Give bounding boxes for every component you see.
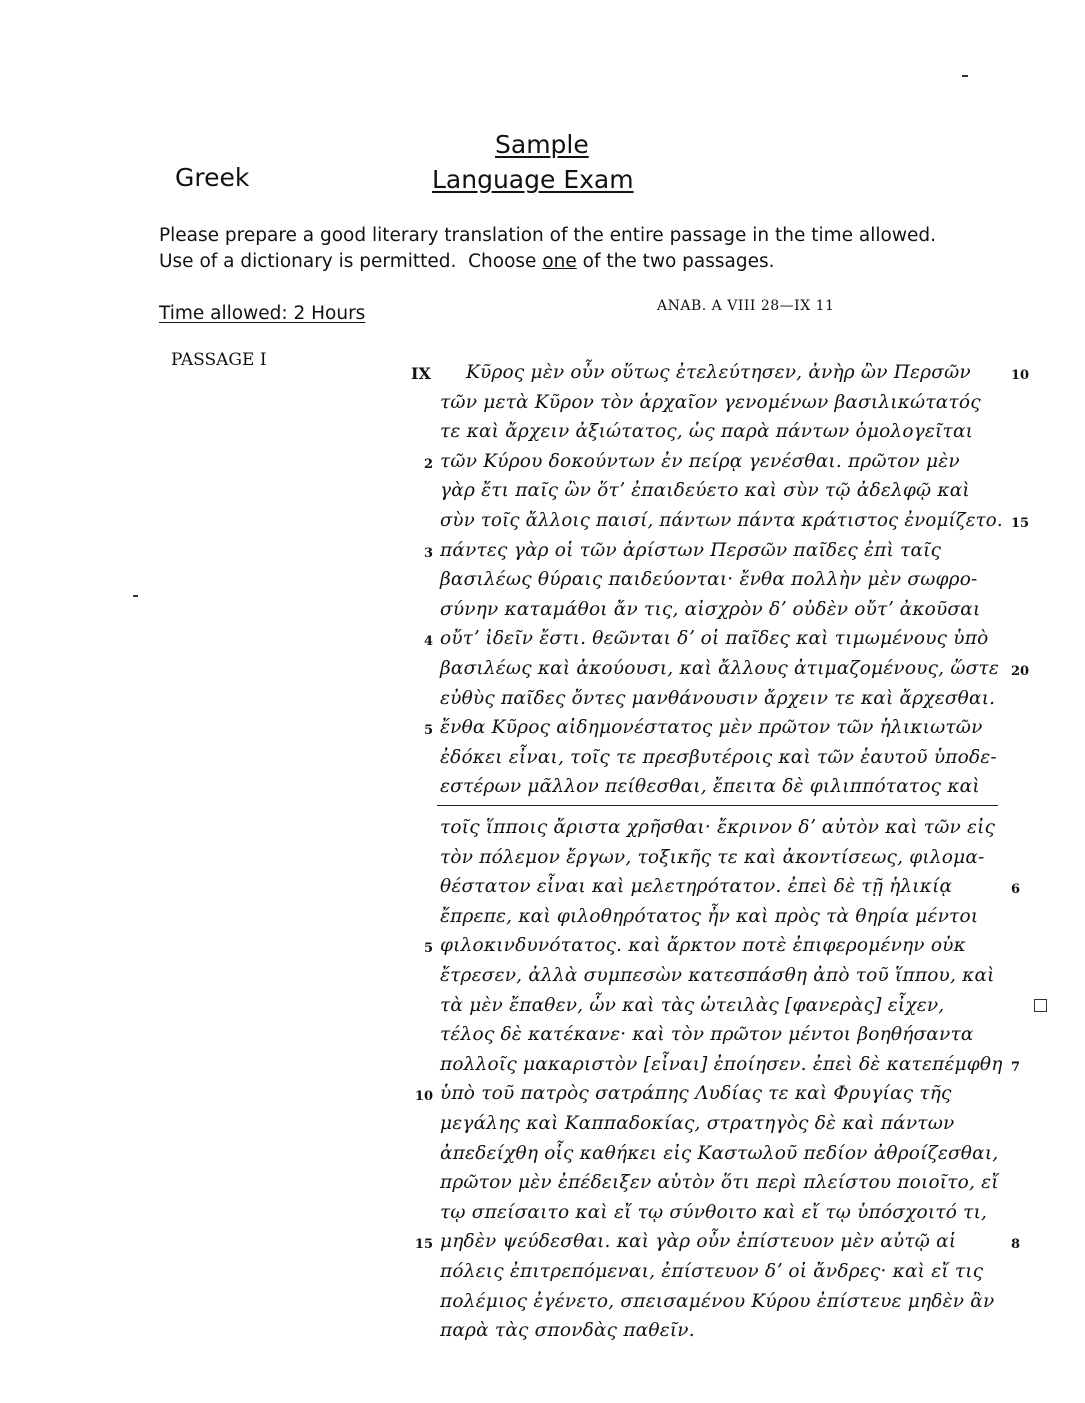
section-number: 2 xyxy=(423,456,433,472)
passage-line: τε καὶ ἄρχειν ἀξιώτατος, ὡς παρὰ πάντων ὁμολογεῖται xyxy=(440,421,974,443)
passage-line: εστέρων μᾶλλον πείθεσθαι, ἔπειτα δὲ φιλιππότατος καὶ xyxy=(440,776,980,798)
instructions-emphasis: one xyxy=(542,251,577,272)
passage-line: φιλοκινδυνότατος. καὶ ἄρκτον ποτὲ ἐπιφερομένην οὐκ xyxy=(440,935,966,957)
passage-line: Κῦρος μὲν οὖν οὕτως ἐτελεύτησεν, ἀνὴρ ὢν Περσῶν xyxy=(466,362,971,383)
section-number: 4 xyxy=(423,634,433,650)
section-number: 3 xyxy=(423,545,433,561)
passage-line: ἐδόκει εἶναι, τοῖς τε πρεσβυτέροις καὶ τῶν ἑαυτοῦ ὑποδε- xyxy=(440,746,997,768)
scan-speck xyxy=(133,595,138,597)
passage-line: βασιλέως θύραις παιδεύονται· ἔνθα πολλὴν μὲν σωφρο- xyxy=(440,569,978,591)
section-number: 15 xyxy=(414,1237,433,1253)
passage-line: πάντες γὰρ οἱ τῶν ἀρίστων Περσῶν παῖδες ἐπὶ ταῖς xyxy=(440,539,942,561)
page-title-sample: Sample xyxy=(495,130,589,159)
citation: ANAB. Α VIII 28—IX 11 xyxy=(657,298,835,314)
passage-line: παρὰ τὰς σπονδὰς παθεῖν. xyxy=(440,1320,695,1342)
passage-line: γὰρ ἔτι παῖς ὢν ὅτʼ ἐπαιδεύετο καὶ σὺν τῷ ἀδελφῷ καὶ xyxy=(440,480,970,502)
passage-line: πολέμιος ἐγένετο, σπεισαμένου Κύρου ἐπίστευε μηδὲν ἂν xyxy=(440,1290,995,1312)
instructions-line-2-prefix: Use of a dictionary is permitted. Choose xyxy=(159,251,543,272)
page-divider xyxy=(437,805,998,806)
passage-line: τῳ σπείσαιτο καὶ εἴ τῳ σύνθοιτο καὶ εἴ τῳ ὑπόσχοιτό τι, xyxy=(440,1201,988,1223)
line-number: 10 xyxy=(1011,368,1030,383)
line-number: 20 xyxy=(1011,664,1030,679)
passage-line: σὺν τοῖς ἄλλοις παισί, πάντων πάντα κράτιστος ἐνομίζετο. xyxy=(440,510,1003,531)
passage-line: τῶν Κύρου δοκούντων ἐν πείρᾳ γενέσθαι. πρῶτον μὲν xyxy=(440,450,960,472)
time-allowed: Time allowed: 2 Hours xyxy=(159,303,366,324)
section-number: 5 xyxy=(423,941,433,957)
passage-line: πρῶτον μὲν ἐπέδειξεν αὑτὸν ὅτι περὶ πλείστου ποιοῖτο, εἴ xyxy=(440,1172,999,1194)
instructions-line-2-suffix: of the two passages. xyxy=(576,251,775,272)
line-number: 8 xyxy=(1011,1237,1021,1253)
line-number: 7 xyxy=(1011,1059,1021,1075)
passage-line: βασιλέως καὶ ἀκούουσι, καὶ ἄλλους ἀτιμαζομένους, ὥστε xyxy=(440,658,1000,679)
line-number: 6 xyxy=(1011,882,1021,898)
passage-line: σύνην καταμάθοι ἄν τις, αἰσχρὸν δʼ οὐδὲν οὔτʼ ἀκοῦσαι xyxy=(440,598,981,620)
passage-line: πόλεις ἐπιτρεπόμεναι, ἐπίστευον δʼ οἱ ἄνδρες· καὶ εἴ τις xyxy=(440,1261,984,1282)
passage-label: PASSAGE I xyxy=(171,350,267,370)
passage-line: τέλος δὲ κατέκανε· καὶ τὸν πρῶτον μέντοι βοηθήσαντα xyxy=(440,1024,974,1046)
passage-line: ἔτρεσεν, ἀλλὰ συμπεσὼν κατεσπάσθη ἀπὸ τοῦ ἵππου, καὶ xyxy=(440,965,995,986)
instructions-line-1: Please prepare a good literary translation of the entire passage in the time allowed. xyxy=(159,225,936,246)
section-number: 5 xyxy=(423,723,433,739)
passage-line: ἀπεδείχθη οἷς καθήκει εἰς Καστωλοῦ πεδίον ἀθροίζεσθαι, xyxy=(440,1142,999,1164)
section-number: 10 xyxy=(414,1089,433,1105)
instructions-line-2 xyxy=(159,251,775,272)
line-number: 15 xyxy=(1011,516,1030,531)
passage-line: πολλοῖς μακαριστὸν [εἶναι] ἐποίησεν. ἐπεὶ δὲ κατεπέμφθη xyxy=(440,1053,1003,1075)
passage-line: μεγάλης καὶ Καππαδοκίας, στρατηγὸς δὲ καὶ πάντων xyxy=(440,1113,955,1134)
passage-line: τὸν πόλεμον ἔργων, τοξικῆς τε καὶ ἀκοντίσεως, φιλομα- xyxy=(440,846,985,868)
page-title-language-exam: Language Exam xyxy=(432,165,634,194)
passage-line: ὑπὸ τοῦ πατρὸς σατράπης Λυδίας τε καὶ Φρυγίας τῆς xyxy=(440,1083,952,1105)
scan-speck xyxy=(962,75,968,77)
chapter-marker: IX xyxy=(411,364,431,383)
passage-line: εὐθὺς παῖδες ὄντες μανθάνουσιν ἄρχειν τε καὶ ἄρχεσθαι. xyxy=(440,687,996,709)
passage-line: θέστατον εἶναι καὶ μελετηρότατον. ἐπεὶ δὲ τῇ ἡλικίᾳ xyxy=(440,876,953,898)
subject-label: Greek xyxy=(175,163,250,192)
passage-line: ἔπρεπε, καὶ φιλοθηρότατος ἦν καὶ πρὸς τὰ θηρία μέντοι xyxy=(440,905,979,927)
passage-line: τοῖς ἵπποις ἄριστα χρῆσθαι· ἔκρινον δʼ αὐτὸν καὶ τῶν εἰς xyxy=(440,817,996,838)
checkbox-square xyxy=(1034,999,1047,1012)
passage-line: τῶν μετὰ Κῦρον τὸν ἀρχαῖον γενομένων βασιλικώτατός xyxy=(440,391,981,413)
passage-line: οὔτʼ ἰδεῖν ἔστι. θεῶνται δʼ οἱ παῖδες καὶ τιμωμένους ὑπὸ xyxy=(440,628,989,650)
passage-line: μηδὲν ψεύδεσθαι. καὶ γὰρ οὖν ἐπίστευον μὲν αὐτῷ αἱ xyxy=(440,1231,957,1253)
passage-line: τὰ μὲν ἔπαθεν, ὧν καὶ τὰς ὠτειλὰς [φανερὰς] εἶχεν, xyxy=(440,994,945,1016)
passage-line: ἔνθα Κῦρος αἰδημονέστατος μὲν πρῶτον τῶν ἡλικιωτῶν xyxy=(440,717,983,739)
